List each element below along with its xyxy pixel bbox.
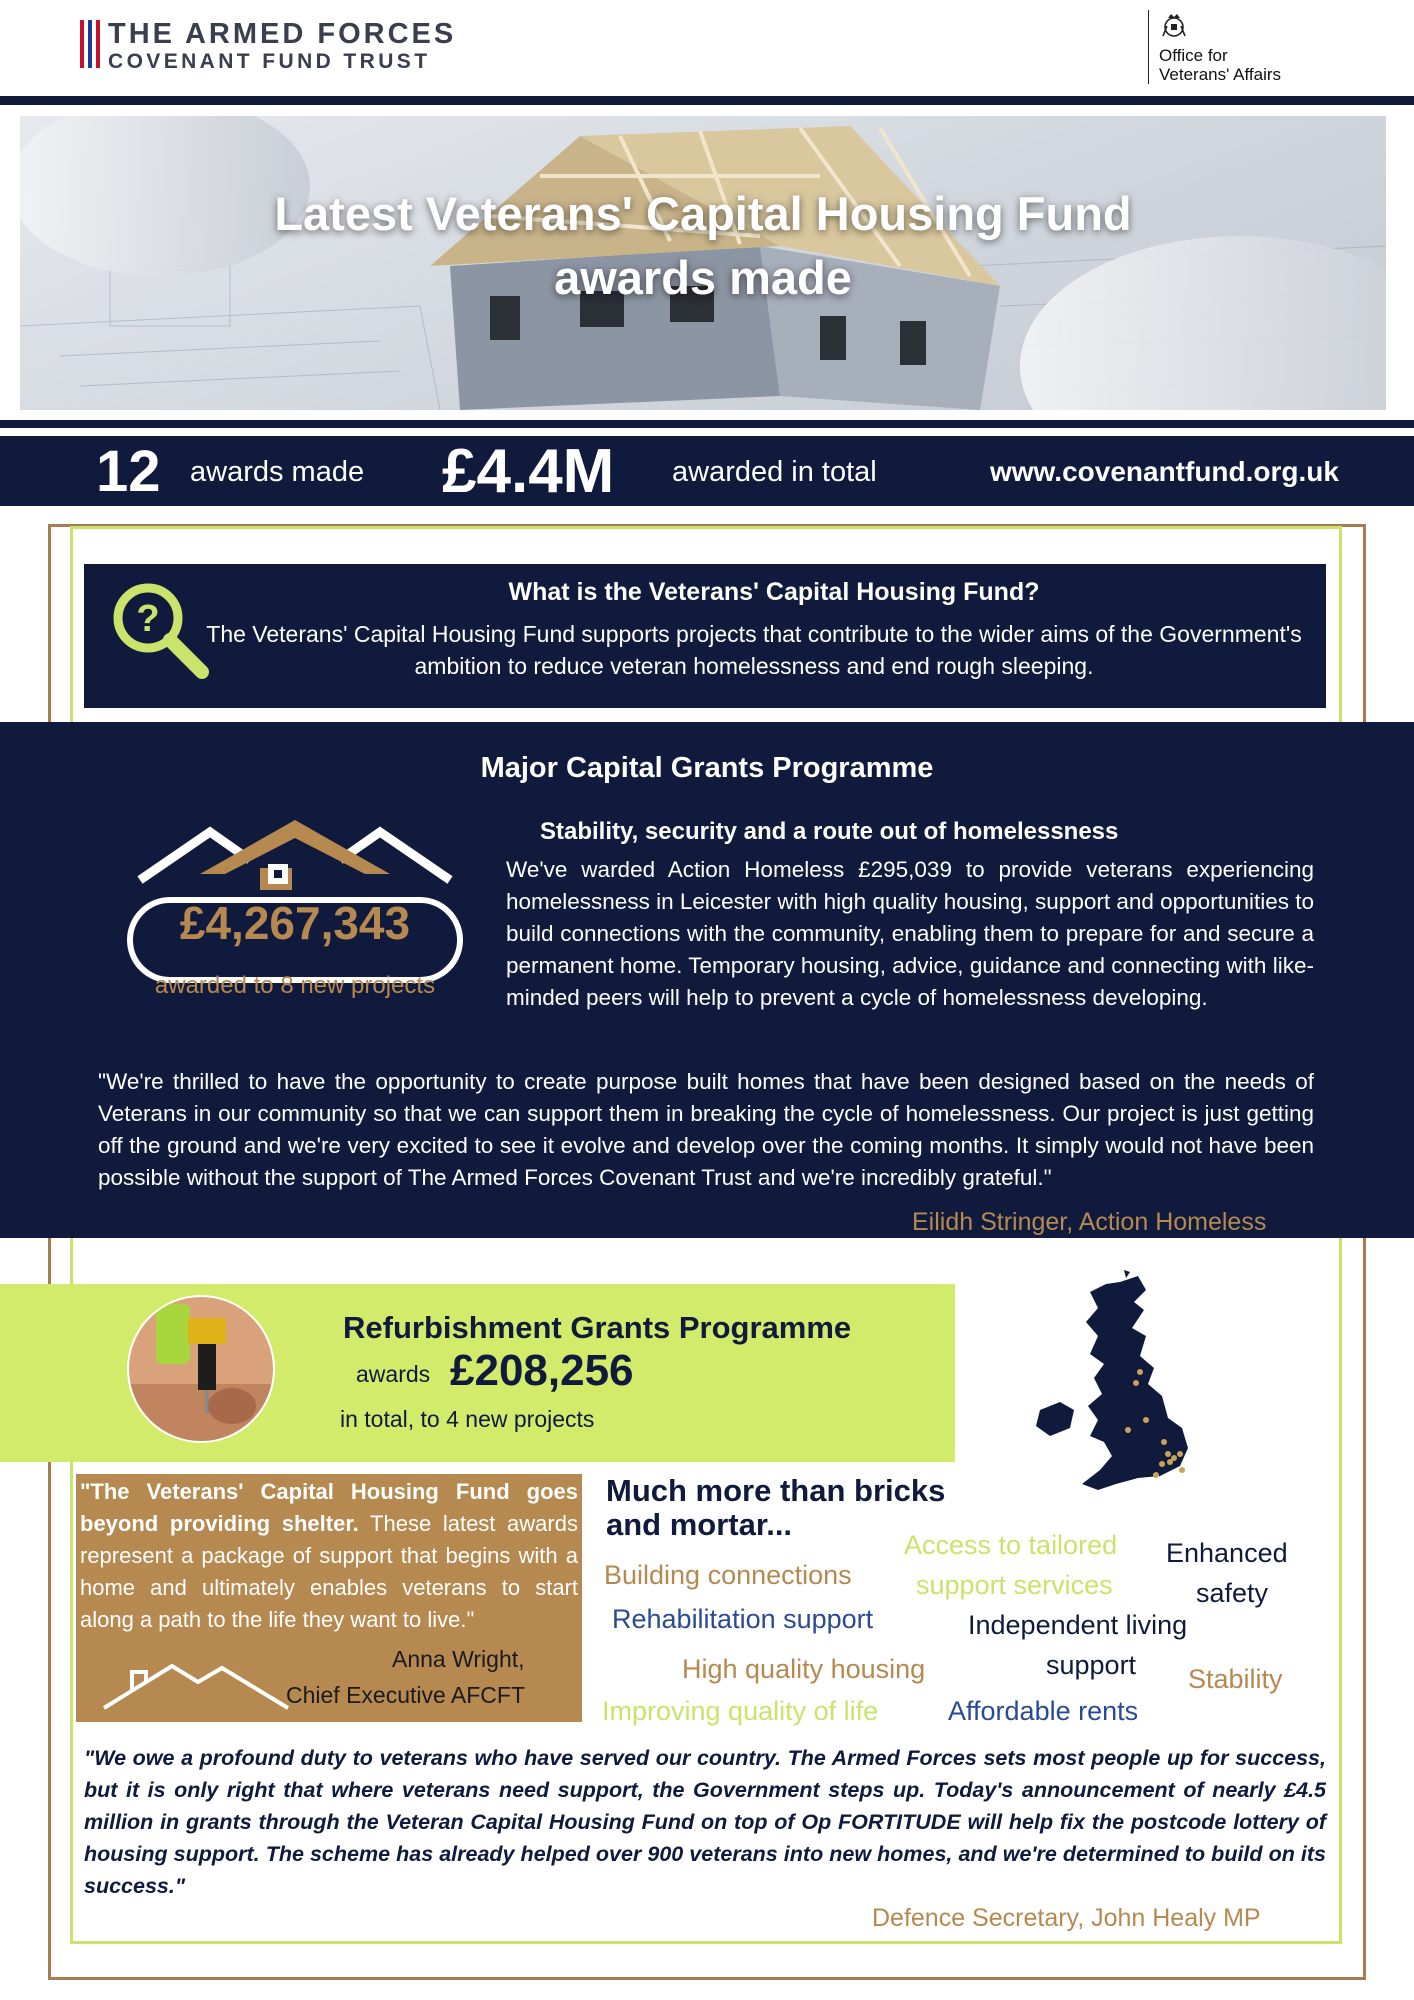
benefit-word: Improving quality of life [602, 1696, 879, 1726]
major-heading: Major Capital Grants Programme [480, 752, 934, 784]
benefit-word: safety [1196, 1578, 1269, 1608]
awards-label: awards made [190, 456, 365, 488]
ceo-quote-box [76, 1474, 582, 1722]
question-magnifier-icon [106, 576, 216, 686]
stats-divider [0, 420, 1414, 428]
major-amount-caption: awarded to 8 new projects [154, 972, 436, 999]
partner-name: Office for Veterans' Affairs [1159, 46, 1282, 84]
ova-logo [1148, 10, 1389, 84]
total-amount: £4.4M [442, 437, 615, 506]
benefit-word: Affordable rents [948, 1696, 1139, 1726]
major-capital-section [0, 722, 1414, 1238]
refurbishment-section [0, 1284, 955, 1462]
refurb-awards-label: awards [356, 1361, 431, 1387]
benefit-word: Stability [1188, 1664, 1283, 1694]
org-name-line1: THE ARMED FORCES [108, 18, 457, 50]
drill-photo-image [126, 1294, 276, 1444]
ceo-quote-bold: "The Veterans' Capital Housing Fund goes beyond providing shelter. [80, 1479, 578, 1536]
benefit-word: Access to tailored [904, 1530, 1118, 1560]
ceo-name: Anna Wright, [392, 1646, 525, 1672]
header-divider [0, 96, 1414, 105]
major-quote-author: Eilidh Stringer, Action Homeless [912, 1208, 1267, 1236]
major-amount: £4,267,343 [179, 897, 411, 949]
roof-outline-icon [102, 1652, 292, 1714]
afcft-logo [80, 18, 500, 76]
ceo-quote-text [80, 1476, 578, 1636]
case-study-heading: Stability, security and a route out of homelessness [540, 818, 1119, 845]
uk-map-image [1020, 1270, 1260, 1520]
benefit-word: Rehabilitation support [612, 1604, 874, 1634]
what-is-section [84, 564, 1326, 708]
benefit-word: Independent living [968, 1610, 1188, 1640]
stats-bar [0, 436, 1414, 506]
svg-text:?: ? [136, 598, 160, 640]
refurb-caption: in total, to 4 new projects [340, 1406, 595, 1432]
major-quote: "We're thrilled to have the opportunity to create purpose built homes that have been designed based on the needs of Veterans in our community so that we can support them in breaking the cycle of homelessness. Our project is just getting off the ground and we're very excited to see it evolve and develop over the coming months. It simply would not have been possible without the support of The Armed Forces Covenant Trust and we're incredibly grateful." [98, 1069, 1314, 1190]
benefit-word: Enhanced [1166, 1538, 1288, 1568]
benefit-word: Building connections [604, 1560, 852, 1590]
royal-crest-icon [1159, 12, 1189, 40]
refurb-amount: £208,256 [450, 1346, 634, 1395]
what-is-heading: What is the Veterans' Capital Housing Fund? [508, 578, 1040, 606]
hero-banner [20, 116, 1386, 410]
case-study-body: We've warded Action Homeless £295,039 to provide veterans experiencing homelessness in Leicester with high quality housing, support and opportunities to build connections with the community, enabling them to prepare for and secure a permanent home. Temporary housing, advice, guidance and connecting with like-minded peers will help to prevent a cycle of homelessness developing. [506, 857, 1314, 1010]
website-link[interactable]: www.covenantfund.org.uk [990, 456, 1339, 487]
benefit-word: support services [916, 1570, 1113, 1600]
what-is-body: The Veterans' Capital Housing Fund supports projects that contribute to the wider aims of the Government's ambition to reduce veteran homelessness and end rough sleeping. [206, 621, 1302, 679]
total-label: awarded in total [672, 456, 877, 488]
benefit-word: High quality housing [682, 1654, 926, 1684]
ceo-quote-rest: These latest awards represent a package of support that begins with a home and ultimately enables veterans to start along a path to the life they want to live." [80, 1511, 578, 1632]
minister-quote: "We owe a profound duty to veterans who have served our country. The Armed Forces sets most people up for success, but it is only right that where veterans need support, the Government steps up. Today's announcement of nearly £4.5 million in grants through the Veteran Capital Housing Fund on top of Op FORTITUDE will help fix the postcode lottery of housing support. The scheme has already helped over 900 veterans into new homes, and we're determined to build on its success." [84, 1746, 1326, 1898]
benefit-word: support [1046, 1650, 1137, 1680]
awards-count: 12 [96, 439, 161, 504]
refurb-heading: Refurbishment Grants Programme [343, 1310, 852, 1345]
benefits-heading: Much more than bricks and mortar... [606, 1473, 946, 1542]
minister-quote-author: Defence Secretary, John Healy MP [872, 1904, 1261, 1932]
org-name-line2: COVENANT FUND TRUST [108, 50, 431, 73]
ceo-title: Chief Executive AFCFT [286, 1682, 526, 1708]
hero-title: Latest Veterans' Capital Housing Fund awards made [274, 187, 1132, 304]
